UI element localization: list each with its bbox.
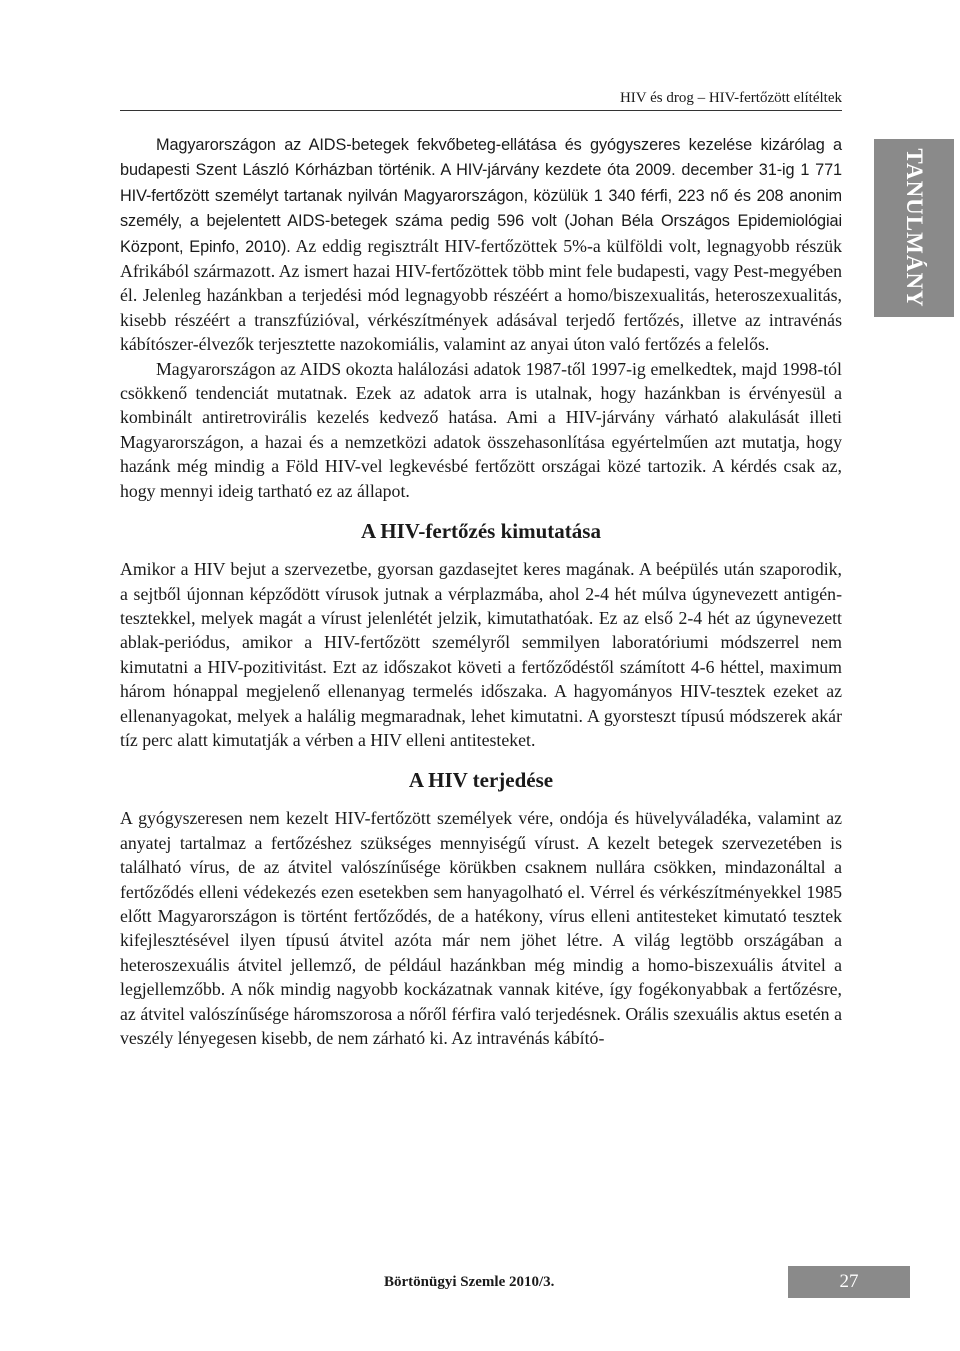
section-tab-label: TANULMÁNY [902,148,927,308]
footer-journal-title: Börtönügyi Szemle 2010/3. [384,1274,555,1290]
paragraph-aids-care [120,132,842,357]
paragraph-aids-care-statistics: Magyarországon az AIDS-betegek fekvőbeteg-ellátása és gyógyszeres kezelése kizárólag a budapesti Szent László Kórházban történik. A HIV-járvány kezdete óta 2009. december 31-ig 1 771 HIV-fertőzött személyt tartanak nyilván Magyarországon, közülük 1 340 férfi, 223 nő és 208 anonim személy, a bejelentett AIDS-betegek száma pedig 596 volt (Johan Béla Országos Epidemiológiai Központ, Epinfo, 2010). [120,136,842,256]
section-heading-detection: A HIV-fertőzés kimutatása [361,519,601,544]
section-tab [874,139,954,317]
paragraph-mortality-trends: Magyarországon az AIDS okozta halálozási adatok 1987-től 1997-ig emelkedtek, majd 1998-tól csökkenő tendenciát mutatnak. Ezek az adatok arra is utalnak, hogy hazánkban is érvényesül a kombinált antiretrovirális kezelés kedvező hatása. Ami a HIV-járvány várható alakulását illeti Magyarországon, a hazai és a nemzetközi adatok összehasonlítása egyértelműen azt mutatja, hogy hazánk még mindig a Föld HIV-vel legkevésbé fertőzött országai közé tartozik. A kérdés csak az, hogy mennyi ideig tartható ez az állapot. [120,358,842,501]
paragraph-aids-care-transmission: Az eddig regisztrált HIV-fertőzöttek 5%-a külföldi volt, legnagyobb részük Afrikából származott. Az ismert hazai HIV-fertőzöttek több mint fele budapesti, vagy Pest-megyében él. Jelenleg hazánkban a terjedési mód legnagyobb részéért a homo/biszexualitás, heteroszexualitás, kisebb részéért a transzfúzióval, vérkészítmények adásával terjedő fertőzés, illetve az intravénás kábítószer-élvezők terjesztette nazokomiális, valamint az anyai úton való fertőzés a felelős. [120,235,842,355]
section-heading-transmission: A HIV terjedése [408,768,554,793]
paragraph-detection: Amikor a HIV bejut a szervezetbe, gyorsan gazdasejtet keres magának. A beépülés után szaporodik, a sejtből újonnan képződött vírusok jutnak a vérplazmába, ahol 2-4 hét múlva úgynevezett antigén-tesztekkel, melyek magát a vírust jelenlétét jelzik, kimutathatóak. Ez az első 2-4 hét az úgynevezett ablak-periódus, amikor a HIV-fertőzött személyről semmilyen laboratóriumi módszerrel nem kimutatni a HIV-pozitivitást. Ezt az időszakot követi a fertőződéstől számított 4-6 héttel, maximum három hónappal megjelenő ellenanyag termelés időszaka. A hagyományos HIV-tesztek ezeket az ellenanyagokat, melyek a halálig megmaradnak, lehet kimutatni. A gyorsteszt típusú módszerek akár tíz perc alatt kimutatják a vérben a HIV elleni antitesteket. [120,559,842,750]
footer-page-bar [788,1266,910,1298]
page-number: 27 [839,1271,859,1292]
header-rule [120,110,842,111]
paragraph-transmission: A gyógyszeresen nem kezelt HIV-fertőzött személyek vére, ondója és hüvelyváladéka, valamint az anyatej tartalmaz a fertőzéshez szükséges mennyiségű vírust. A kezelt betegek szervezetében is található vírus, de az átvitel valószínűsége körükben csaknem nullára csökken, mindazonáltal a fertőződés elleni védekezés ezen esetekben sem hanyagolható el. Vérrel és vérkészítményekkel 1985 előtt Magyarországon is történt fertőződés, de a hatékony, vírus elleni antitesteket kimutató tesztek kifejlesztésével ilyen típusú átvitel azóta már nem jöhet létre. A világ legtöbb országában a heteroszexuális átvitel jellemző, de például hazánkban még mindig a homo-biszexuális átvitel a legjellemzőbb. A nők mindig nagyobb kockázatnak vannak kitéve, így fogékonyabbak a fertőzésre, az átvitel valószínűsége háromszorosa a nőről férfira való terjedésnek. Orális szexuális aktus esetén a veszély lényegesen kisebb, de nem zárható ki. Az intravénás kábító- [120,808,842,1048]
running-head: HIV és drog – HIV-fertőzött elítéltek [619,90,842,106]
article-body [120,132,842,1050]
